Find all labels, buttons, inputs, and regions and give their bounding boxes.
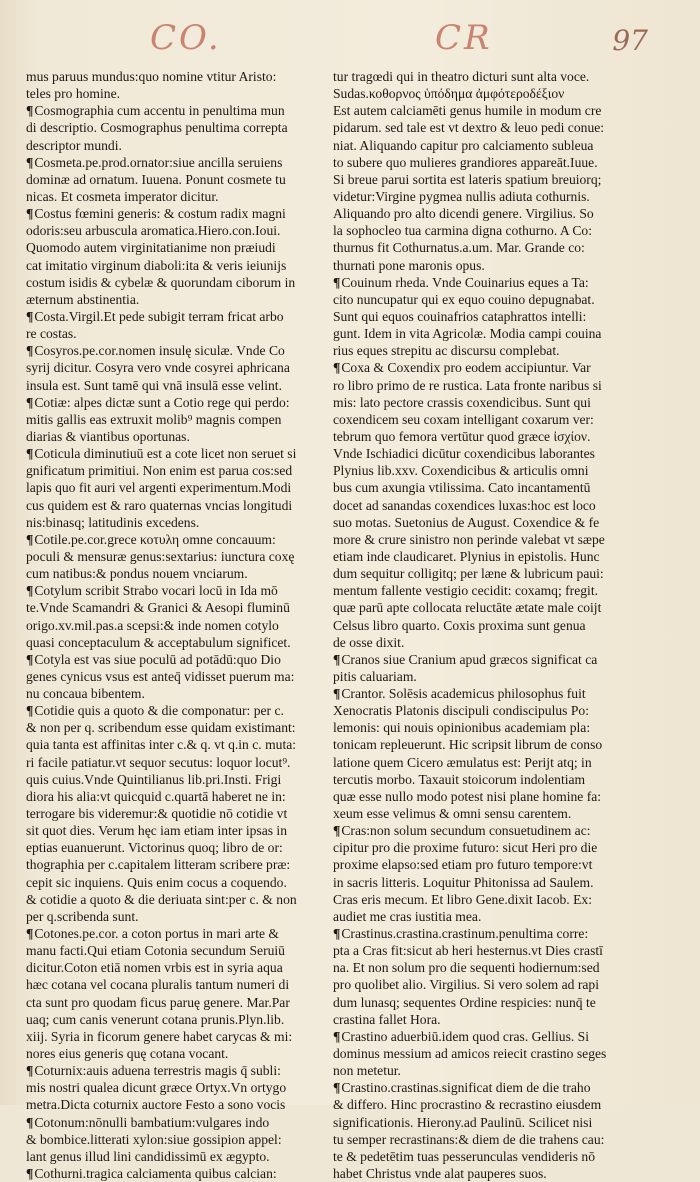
text-line — [333, 274, 645, 291]
line-text: pta a Cras fit:sicut ab heri hesternus.vt Dies crastī — [333, 943, 603, 959]
line-text: dum lunasq; sequentes Ordine respicies: nunq̄ te — [333, 994, 596, 1010]
text-line — [26, 342, 316, 359]
line-text: tercutis morbo. Taxauit stoicorum indolentiam — [333, 771, 586, 787]
line-text: te & pedetētim tuas pesserunculas vendideris nō — [333, 1148, 595, 1164]
line-text: Coxa & Coxendix pro eodem accipiuntur. Var — [341, 360, 591, 376]
text-line — [26, 102, 316, 119]
line-text: re costas. — [26, 326, 77, 342]
line-text: gnificatum primitiui. Non enim est parua cos:sed — [26, 463, 293, 479]
line-text: docet ad sanandas coxendices luxas:hoc est loco — [333, 497, 596, 513]
line-text: Coticula diminutiuū est a cote licet non seruet si — [34, 446, 297, 462]
line-text: Celsus libro quarto. Coxis proxima sunt genua — [333, 617, 586, 633]
text-line — [333, 908, 645, 925]
text-line — [26, 1028, 316, 1045]
text-line — [333, 531, 645, 548]
text-line — [333, 976, 645, 993]
pilcrow-icon: ¶ — [26, 394, 34, 410]
text-line — [26, 771, 316, 788]
line-text: audiet me cras iustitia mea. — [333, 908, 482, 924]
line-text: Crastino aduerbiū.idem quod cras. Gellius. Si — [341, 1028, 590, 1044]
text-line — [333, 994, 645, 1011]
text-line — [333, 308, 645, 325]
text-line — [333, 137, 645, 154]
text-line — [26, 428, 316, 445]
line-text: thographia per c.capitalem litteram scribere præ: — [26, 857, 291, 873]
pilcrow-icon: ¶ — [333, 823, 341, 839]
pilcrow-icon: ¶ — [26, 703, 34, 719]
pilcrow-icon: ¶ — [26, 583, 34, 599]
text-line — [333, 856, 645, 873]
text-line — [333, 754, 645, 771]
line-text: tu semper recrastinans:& diem de die trahens cau: — [333, 1131, 605, 1147]
text-line — [26, 445, 316, 462]
text-line — [26, 85, 316, 102]
text-line — [333, 85, 645, 102]
text-line — [333, 102, 645, 119]
line-text: diarias & viantibus oportunas. — [26, 428, 190, 444]
text-line — [26, 205, 316, 222]
folio-number: 97 — [612, 24, 648, 57]
text-line — [26, 462, 316, 479]
text-line — [333, 257, 645, 274]
text-line — [333, 1165, 645, 1182]
pilcrow-icon: ¶ — [26, 1114, 34, 1130]
line-text: Cotylum scribit Strabo vocari locū in Ida mō — [34, 583, 278, 599]
text-line — [26, 257, 316, 274]
text-line — [333, 411, 645, 428]
line-text: teles pro homine. — [26, 86, 121, 102]
text-line — [333, 548, 645, 565]
text-line — [333, 1028, 645, 1045]
line-text: per q.scribenda sunt. — [26, 908, 139, 924]
line-text: odoris:seu arbuscula aromatica.Hiero.con.Ioui. — [26, 223, 281, 239]
text-line — [26, 839, 316, 856]
line-text: & non per q. scribendum esse quidam existimant: — [26, 720, 296, 736]
line-text: & bombice.litterati xylon:siue gossipion appel: — [26, 1131, 282, 1147]
text-line — [26, 582, 316, 599]
text-line — [333, 1096, 645, 1113]
line-text: mis nostri qualea dicunt græce Ortyx.Vn ortygo — [26, 1080, 287, 1096]
text-line — [26, 68, 316, 85]
text-line — [333, 1131, 645, 1148]
line-text: rius eques strepitu ac discursu complebat. — [333, 343, 560, 359]
text-line — [26, 154, 316, 171]
text-line — [26, 976, 316, 993]
text-line — [26, 617, 316, 634]
line-text: etiam inde claudicaret. Plynius in epistolis. Hunc — [333, 548, 600, 564]
text-line — [26, 891, 316, 908]
text-line — [26, 1096, 316, 1113]
line-text: Crantor. Solēsis academicus philosophus fuit — [341, 686, 586, 702]
line-text: Aliquando pro alto dicendi genere. Virgilius. So — [333, 206, 594, 222]
text-line — [333, 462, 645, 479]
text-line — [333, 377, 645, 394]
line-text: tebrum quo femora vertūtur quod græce ἰσχίον. — [333, 428, 591, 444]
text-line — [26, 959, 316, 976]
line-text: quasi conceptaculum & acceptabulum significet. — [26, 634, 291, 650]
text-line — [26, 805, 316, 822]
line-text: quia tanta est affinitas inter c.& q. vt q.in c. muta: — [26, 737, 297, 753]
text-line — [26, 479, 316, 496]
text-line — [333, 599, 645, 616]
text-line — [26, 1079, 316, 1096]
pilcrow-icon: ¶ — [26, 1063, 34, 1079]
text-line — [26, 874, 316, 891]
line-text: significationis. Hierony.ad Paulinū. Scilicet nisi — [333, 1114, 593, 1130]
text-line — [26, 325, 316, 342]
line-text: Cosmographia cum accentu in penultima mun — [34, 103, 285, 119]
text-line — [333, 805, 645, 822]
line-text: Sudas.κοθορνος ὑπόδημα ἀμφότεροδέξιον — [333, 86, 565, 102]
text-line — [26, 1148, 316, 1165]
text-line — [333, 1011, 645, 1028]
line-text: niat. Aliquando capitur pro calciamento subleua — [333, 137, 594, 153]
line-text: gunt. Idem in vita Agricolæ. Modia campi couina — [333, 326, 602, 342]
line-text: tur tragœdi qui in theatro dicturi sunt alta voce. — [333, 69, 590, 84]
text-line — [333, 514, 645, 531]
line-text: Si breue parui sortita est lateris spatium breuiorq; — [333, 171, 602, 187]
text-line — [26, 1045, 316, 1062]
text-line — [333, 1062, 645, 1079]
line-text: Quomodo autem virginitatianime non præiudi — [26, 240, 276, 256]
line-text: cipitur pro die proxime futuro: sicut Heri pro die — [333, 840, 598, 856]
text-line — [333, 942, 645, 959]
line-text: dominæ ad ornatum. Iuuena. Ponunt cosmete tu — [26, 171, 286, 187]
text-line — [333, 394, 645, 411]
text-line — [26, 788, 316, 805]
line-text: proxime elapso:sed etiam pro futuro tempore:vt — [333, 857, 593, 873]
text-line — [26, 599, 316, 616]
pilcrow-icon: ¶ — [26, 343, 34, 359]
line-text: videtur:Virgine pygmea nullis adiuta cothurnis. — [333, 188, 590, 204]
text-line — [26, 565, 316, 582]
line-text: Crastino.crastinas.significat diem de die traho — [341, 1080, 591, 1096]
text-line — [333, 736, 645, 753]
text-line — [26, 377, 316, 394]
line-text: nores eius generis quę cotana vocant. — [26, 1046, 229, 1062]
line-text: la sophocleo tua carmina digna cothurno. A Co: — [333, 223, 592, 239]
line-text: Cotiæ: alpes dictæ sunt a Cotio rege qui perdo: — [34, 394, 290, 410]
text-line — [333, 1114, 645, 1131]
text-line — [333, 651, 645, 668]
line-text: cus quidem est & raro quaternas vncias longitudi — [26, 497, 293, 513]
pilcrow-icon: ¶ — [26, 206, 34, 222]
line-text: Cotile.pe.cor.grece κοτυλη omne concauum: — [34, 531, 276, 547]
text-line — [333, 959, 645, 976]
text-line — [26, 822, 316, 839]
line-text: hæc cotana vel cocana pluralis tantum numeri di — [26, 977, 290, 993]
line-text: mitis gallis eas extruxit molib⁹ magnis compen — [26, 411, 282, 427]
right-column — [333, 68, 645, 1182]
line-text: lemonis: qui nouis opinionibus academiam pla: — [333, 720, 591, 736]
line-text: cta sunt pro quodam ficus paruę genere. Mar.Par — [26, 994, 290, 1010]
text-line — [26, 531, 316, 548]
line-text: Sunt qui equos couinafrios cataphrattos intelli: — [333, 308, 587, 324]
text-line — [333, 685, 645, 702]
line-text: te.Vnde Scamandri & Granici & Aesopi fluminū — [26, 600, 290, 616]
line-text: mis: lato pectore crassis coxendicibus. Sunt qui — [333, 394, 591, 410]
line-text: diora his alia:vt quicquid c.quartā haberet ne in: — [26, 788, 286, 804]
pilcrow-icon: ¶ — [26, 651, 34, 667]
line-text: to subere quo mulieres grandiores appareāt.Iuue. — [333, 154, 598, 170]
running-head — [0, 18, 700, 58]
line-text: cito nuncupatur qui ex equo couino depugnabat. — [333, 291, 595, 307]
line-text: cum natibus:& pondus nouem vnciarum. — [26, 566, 248, 582]
text-line — [26, 394, 316, 411]
line-text: Cosmeta.pe.prod.ornator:siue ancilla seruiens — [34, 154, 283, 170]
line-text: metra.Dicta coturnix auctore Festo a sono vocis — [26, 1097, 286, 1113]
text-line — [333, 1079, 645, 1096]
line-text: nu concaua bibentem. — [26, 686, 145, 702]
text-line — [333, 822, 645, 839]
text-line — [26, 119, 316, 136]
line-text: cepit sic inquiens. Quis enim cocus a coquendo. — [26, 874, 287, 890]
line-text: habet Christus vnde alat pauperes suos. — [333, 1166, 547, 1181]
pilcrow-icon: ¶ — [26, 308, 34, 324]
line-text: nicas. Et cosmeta imperator dicitur. — [26, 188, 219, 204]
line-text: dum sequitur colligitq; per læne & lubricum paui: — [333, 566, 604, 582]
pilcrow-icon: ¶ — [333, 1028, 341, 1044]
text-line — [26, 702, 316, 719]
text-line — [333, 719, 645, 736]
text-line — [333, 239, 645, 256]
text-line — [26, 308, 316, 325]
text-line — [333, 1148, 645, 1165]
line-text: Costa.Virgil.Et pede subigit terram fricat arbo — [34, 308, 284, 324]
line-text: thurnus fit Cothurnatus.a.um. Mar. Grande co: — [333, 240, 585, 256]
line-text: quis cuius.Vnde Quintilianus lib.pri.Insti. Frigi — [26, 771, 282, 787]
line-text: dominus messium ad amicos reiecit crastino seges — [333, 1046, 607, 1062]
line-text: & cotidie a quoto & die deriuata sint:per c. & non — [26, 891, 297, 907]
text-line — [333, 874, 645, 891]
line-text: & differo. Hinc procrastino & recrastino eiusdem — [333, 1097, 602, 1113]
text-line — [333, 119, 645, 136]
right-rubric: CR — [435, 18, 493, 58]
line-text: pidarum. sed tale est vt dextro & leuo pedi conue: — [333, 120, 605, 136]
line-text: tonicam repleuerunt. Hic scripsit librum de conso — [333, 737, 603, 753]
line-text: uaq; cum canis venerunt cotana prunis.Plyn.lib. — [26, 1011, 285, 1027]
line-text: ro libro primo de re rustica. Lata fronte naribus si — [333, 377, 602, 393]
text-line — [333, 188, 645, 205]
text-line — [333, 702, 645, 719]
text-line — [333, 325, 645, 342]
text-line — [333, 788, 645, 805]
line-text: lapis quo fit auri vel argenti experimentum.Modi — [26, 480, 292, 496]
line-text: syrij dicitur. Cosyra vero vnde cosyrei aphricana — [26, 360, 290, 376]
left-rubric: CO. — [150, 18, 222, 58]
text-line — [26, 736, 316, 753]
text-line — [26, 685, 316, 702]
line-text: Coturnix:auis aduena terrestris magis q̄ subli: — [34, 1063, 281, 1079]
text-line — [26, 497, 316, 514]
left-column — [26, 68, 316, 1182]
text-line — [26, 719, 316, 736]
line-text: non metetur. — [333, 1063, 401, 1079]
line-text: quæ esse nullo modo potest nisi plane homine fa: — [333, 788, 602, 804]
line-text: de osse dixit. — [333, 634, 405, 650]
pilcrow-icon: ¶ — [26, 926, 34, 942]
text-line — [26, 754, 316, 771]
text-line — [333, 428, 645, 445]
line-text: coxendicem seu coxam intelligant coxarum ver: — [333, 411, 594, 427]
text-line — [333, 154, 645, 171]
text-line — [26, 239, 316, 256]
line-text: di descriptio. Cosmographus penultima correpta — [26, 120, 288, 136]
line-text: Cotones.pe.cor. a coton portus in mari arte & — [34, 926, 279, 942]
pilcrow-icon: ¶ — [26, 154, 34, 170]
pilcrow-icon: ¶ — [333, 686, 341, 702]
line-text: Costus fœmini generis: & costum radix magni — [34, 206, 286, 222]
text-line — [26, 548, 316, 565]
text-line — [26, 856, 316, 873]
line-text: ri facile patiatur.vt sequor secutus: loquor locut⁹. — [26, 754, 291, 770]
text-line — [333, 171, 645, 188]
line-text: costum isidis & cybelæ & quorundam ciborum in — [26, 274, 296, 290]
text-line — [26, 171, 316, 188]
pilcrow-icon: ¶ — [333, 651, 341, 667]
text-line — [333, 291, 645, 308]
pilcrow-icon: ¶ — [333, 360, 341, 376]
line-text: quæ parū apte collocata reluctāte ætate male coijt — [333, 600, 602, 616]
text-line — [26, 651, 316, 668]
line-text: eptias euanuerunt. Victorinus quoq; libro de or: — [26, 840, 283, 856]
line-text: bus cum axungia vtilissima. Cato incantamentū — [333, 480, 591, 496]
line-text: Cotyla est vas siue poculū ad potādū:quo Dio — [34, 651, 281, 667]
text-line — [333, 582, 645, 599]
line-text: pro quolibet alio. Virgilius. Si vero solem ad rapi — [333, 977, 599, 993]
line-text: nis:binasq; latitudinis excedens. — [26, 514, 200, 530]
text-line — [26, 274, 316, 291]
line-text: na. Et non solum pro die sequenti hodiernum:sed — [333, 960, 600, 976]
text-line — [26, 925, 316, 942]
text-line — [26, 908, 316, 925]
text-line — [26, 411, 316, 428]
line-text: origo.xv.mil.pas.a scepsi:& inde nomen cotylo — [26, 617, 279, 633]
line-text: mus paruus mundus:quo nomine vtitur Aristo: — [26, 69, 277, 84]
text-line — [26, 1165, 316, 1182]
line-text: dicitur.Coton etiā nomen vrbis est in syria aqua — [26, 960, 283, 976]
text-line — [26, 188, 316, 205]
text-line — [333, 497, 645, 514]
text-line — [333, 839, 645, 856]
line-text: Est autem calciamēti genus humile in modum cre — [333, 103, 602, 119]
line-text: more & crure sinistro non perinde valebat vt sæpe — [333, 531, 605, 547]
text-line — [26, 1011, 316, 1028]
text-line — [333, 634, 645, 651]
text-line — [26, 994, 316, 1011]
line-text: descriptor mundi. — [26, 137, 122, 153]
line-text: lant genus illud lini candidissimū ex ægypto. — [26, 1148, 270, 1164]
line-text: pitis caluariam. — [333, 668, 417, 684]
line-text: thurnati pone maronis opus. — [333, 257, 485, 273]
text-line — [26, 359, 316, 376]
text-line — [26, 634, 316, 651]
pilcrow-icon: ¶ — [26, 103, 34, 119]
line-text: Plynius lib.xxv. Coxendicibus & articulis omni — [333, 463, 589, 479]
text-line — [333, 222, 645, 239]
line-text: Couinum rheda. Vnde Couinarius eques a Ta: — [341, 274, 589, 290]
line-text: manu facti.Qui etiam Cotonia secundum Seruiū — [26, 943, 285, 959]
text-line — [333, 479, 645, 496]
text-line — [26, 222, 316, 239]
line-text: Cotidie quis a quoto & die componatur: per c. — [34, 703, 284, 719]
text-line — [333, 565, 645, 582]
line-text: suo motas. Suetonius de August. Coxendice & fe — [333, 514, 600, 530]
line-text: Vnde Ischiadici dicūtur coxendicibus laborantes — [333, 446, 595, 462]
text-line — [26, 1131, 316, 1148]
line-text: Cranos siue Cranium apud græcos significat ca — [341, 651, 598, 667]
line-text: Xenocratis Platonis discipuli condiscipulus Po: — [333, 703, 589, 719]
text-line — [26, 1062, 316, 1079]
line-text: Cras eris mecum. Et libro Gene.dixit Iacob. Ex: — [333, 891, 592, 907]
text-line — [333, 205, 645, 222]
text-line — [26, 291, 316, 308]
text-line — [333, 891, 645, 908]
text-line — [26, 668, 316, 685]
pilcrow-icon: ¶ — [333, 274, 341, 290]
line-text: latione quem Cicero æmulatus est: Perijt atq; in — [333, 754, 592, 770]
text-line — [333, 617, 645, 634]
text-line — [333, 68, 645, 85]
text-line — [333, 925, 645, 942]
line-text: Cras:non solum secundum consuetudinem ac: — [341, 823, 591, 839]
line-text: xeum esse velimus & omni sensu carentem. — [333, 806, 572, 822]
line-text: æternum abstinentia. — [26, 291, 140, 307]
line-text: sit quot dies. Verum hęc iam etiam inter ipsas in — [26, 823, 288, 839]
text-line — [26, 942, 316, 959]
line-text: genes cynicus vsus est anteq̄ vidisset puerum ma: — [26, 668, 295, 684]
line-text: terrogare bis videremur:& quotidie nō cotidie vt — [26, 806, 288, 822]
text-line — [333, 771, 645, 788]
text-line — [26, 514, 316, 531]
line-text: Cotonum:nōnulli bambatium:vulgares indo — [34, 1114, 270, 1130]
line-text: xiij. Syria in ficorum genere habet carycas & mi: — [26, 1028, 293, 1044]
text-line — [333, 668, 645, 685]
pilcrow-icon: ¶ — [26, 1166, 34, 1181]
line-text: Cothurni.tragica calciamenta quibus calcian: — [34, 1166, 277, 1181]
line-text: Cosyros.pe.cor.nomen insulę siculæ. Vnde Co — [34, 343, 285, 359]
text-line — [333, 359, 645, 376]
text-line — [333, 1045, 645, 1062]
pilcrow-icon: ¶ — [26, 446, 34, 462]
line-text: poculi & mensuræ genus:sextarius: iunctura coxę — [26, 548, 295, 564]
line-text: insula est. Sunt tamē qui vnā insulā esse velint. — [26, 377, 282, 393]
line-text: cat imitatio virginum diaboli:ita & veris ieiunijs — [26, 257, 287, 273]
pilcrow-icon: ¶ — [333, 926, 341, 942]
line-text: mentum fallente vestigio cecidit: coxamq; fregit. — [333, 583, 598, 599]
text-line — [333, 342, 645, 359]
text-line — [26, 137, 316, 154]
text-line — [333, 445, 645, 462]
text-line — [26, 1114, 316, 1131]
line-text: Crastinus.crastina.crastinum.penultima corre: — [341, 926, 589, 942]
pilcrow-icon: ¶ — [26, 531, 34, 547]
pilcrow-icon: ¶ — [333, 1080, 341, 1096]
line-text: crastina fallet Hora. — [333, 1011, 441, 1027]
line-text: in sacris litteris. Loquitur Phitonissa ad Saulem. — [333, 874, 594, 890]
